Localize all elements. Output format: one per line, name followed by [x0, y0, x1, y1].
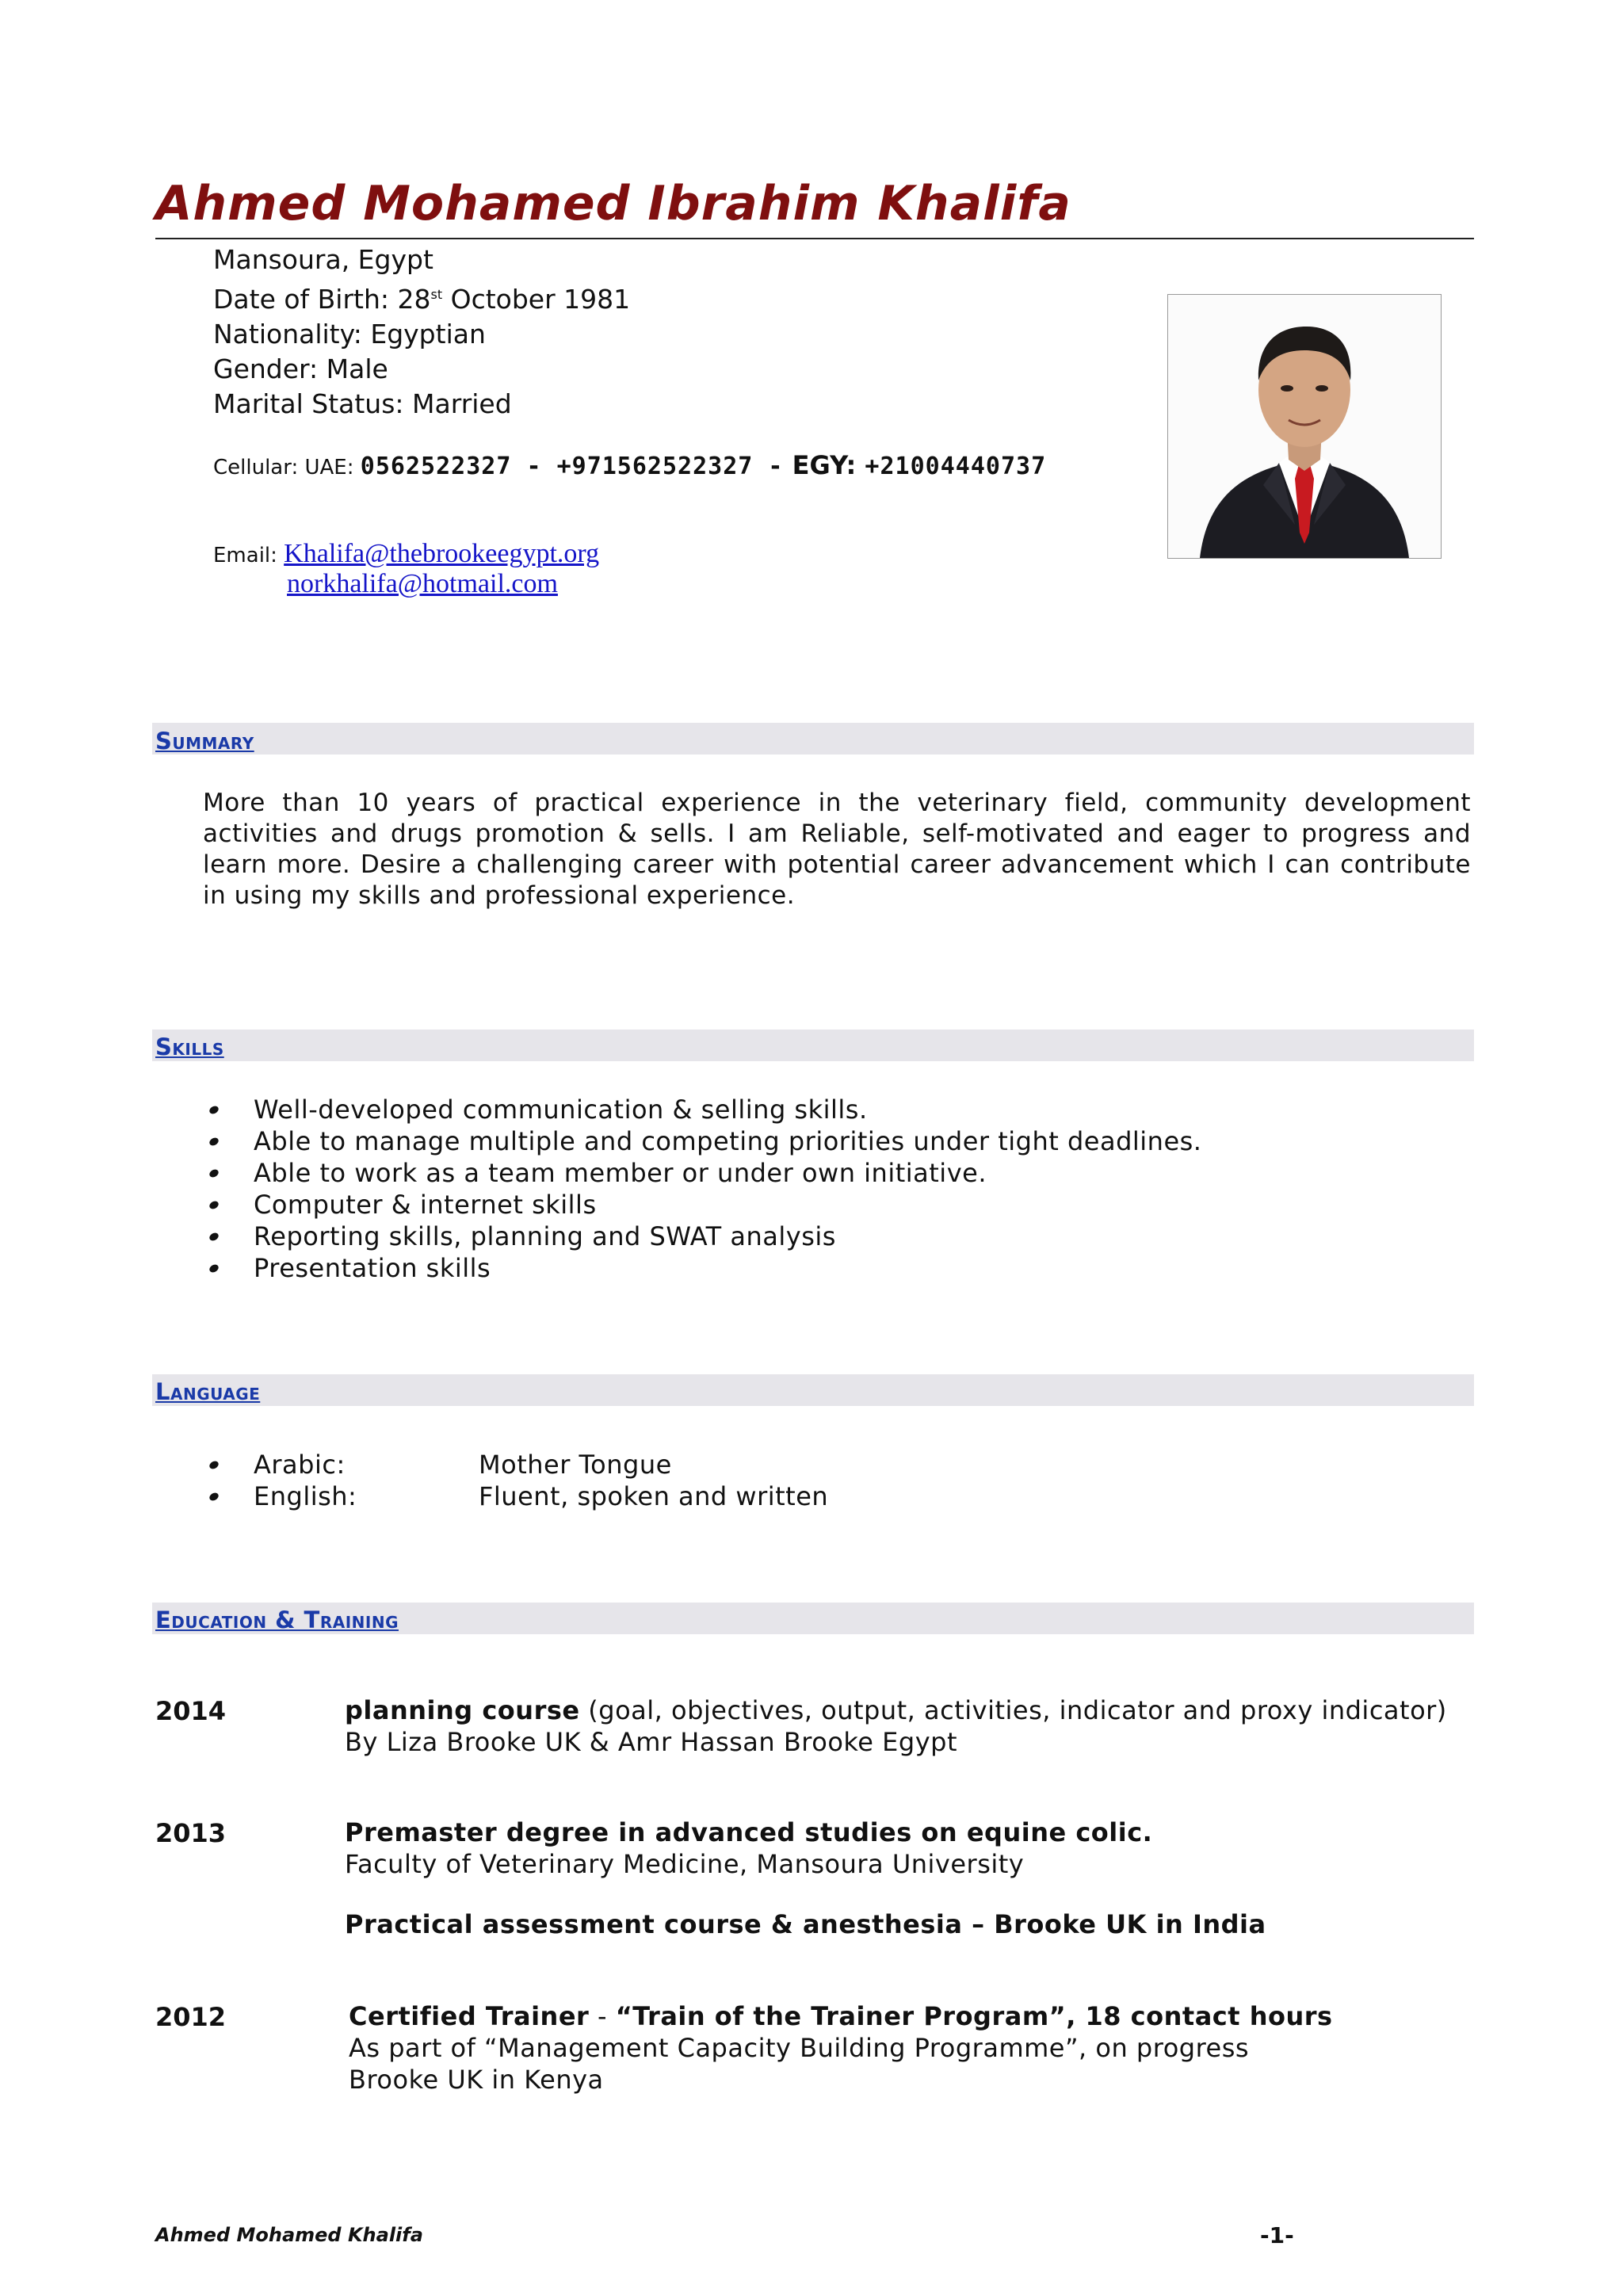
bullet-icon	[208, 1200, 220, 1211]
bullet-icon	[208, 1105, 220, 1116]
summary-section-bar	[152, 723, 1474, 755]
bullet-icon	[208, 1168, 220, 1179]
cellular-numbers: Cellular: UAE: 0562522327 - +971562522327 - EGY: +21004440737	[213, 450, 1047, 480]
list-item: Well-developed communication & selling skills.	[209, 1094, 1201, 1125]
profile-photo	[1167, 294, 1442, 559]
list-item: Computer & internet skills	[209, 1189, 1201, 1221]
language-list	[209, 1449, 829, 1512]
list-item: Reporting skills, planning and SWAT analysis	[209, 1221, 1201, 1252]
email-link-primary[interactable]: Khalifa@thebrookeegypt.org	[284, 539, 600, 568]
personal-info	[213, 243, 630, 422]
skills-heading: Skills	[155, 1033, 224, 1060]
education-entry: planning course (goal, objectives, output, activities, indicator and proxy indicator) By Liza Brooke UK & Amr Hassan Brooke Egypt	[345, 1695, 1447, 1757]
nationality: Nationality: Egyptian	[213, 319, 486, 350]
email-link-secondary[interactable]: norkhalifa@hotmail.com	[287, 569, 558, 598]
bullet-icon	[208, 1137, 220, 1148]
education-heading: Education & Training	[155, 1606, 399, 1633]
candidate-name: Ahmed Mohamed Ibrahim Khalifa	[155, 176, 1071, 231]
education-entry: Premaster degree in advanced studies on equine colic. Faculty of Veterinary Medicine, Mansoura University Practical assessment course & anesthesia – Brooke UK in India	[345, 1817, 1266, 1939]
list-item: Presentation skills	[209, 1252, 1201, 1284]
list-item: Able to work as a team member or under own initiative.	[209, 1157, 1201, 1189]
list-item: Able to manage multiple and competing priorities under tight deadlines.	[209, 1125, 1201, 1157]
education-year: 2012	[155, 2002, 227, 2032]
bullet-icon	[208, 1460, 220, 1471]
page-number: -1-	[1260, 2222, 1294, 2248]
marital-status: Marital Status: Married	[213, 388, 512, 419]
education-year: 2014	[155, 1696, 227, 1726]
summary-heading: Summary	[155, 728, 254, 755]
footer-name: Ahmed Mohamed Khalifa	[155, 2224, 423, 2246]
list-item: Arabic: Mother Tongue	[209, 1449, 357, 1480]
skills-section-bar	[152, 1030, 1474, 1061]
name-divider	[155, 238, 1474, 239]
gender: Gender: Male	[213, 353, 388, 384]
education-entry: Certified Trainer - “Train of the Trainer Program”, 18 contact hours As part of “Management Capacity Building Programme”, on progress Brooke UK in Kenya	[349, 2001, 1333, 2095]
education-year: 2013	[155, 1818, 227, 1848]
language-heading: Language	[155, 1378, 261, 1405]
location: Mansoura, Egypt	[213, 244, 433, 275]
bullet-icon	[208, 1232, 220, 1243]
bullet-icon	[208, 1263, 220, 1274]
date-of-birth: Date of Birth: 28st October 1981	[213, 284, 631, 315]
list-item: English: Fluent, spoken and written	[209, 1480, 357, 1512]
language-section-bar	[152, 1374, 1474, 1406]
email-block: Email: Khalifa@thebrookeegypt.org norkhalifa@hotmail.com	[213, 539, 600, 598]
portrait-icon	[1168, 295, 1441, 558]
bullet-icon	[208, 1492, 220, 1503]
skills-list	[209, 1094, 1201, 1284]
summary-text: More than 10 years of practical experience in the veterinary field, community development activities and drugs promotion & sells. I am Reliable, self-motivated and eager to progress and learn more. Desire a challenging career with potential career advancement which I can contribute in using my skills and professional experience.	[203, 789, 1471, 910]
